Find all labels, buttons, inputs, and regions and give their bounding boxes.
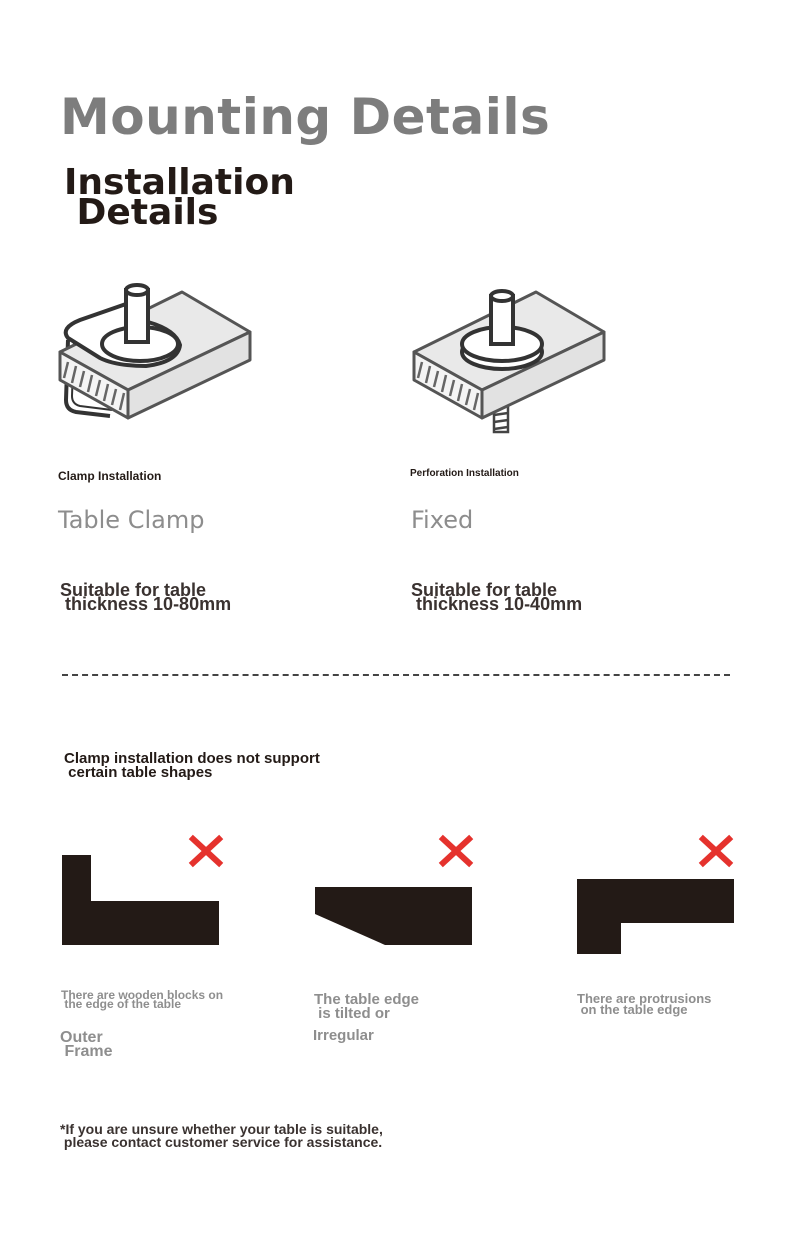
tilted-edge-shape-icon	[315, 887, 473, 945]
shape-label-irregular: Irregular	[313, 1027, 374, 1044]
method-name-clamp: Table Clamp	[58, 506, 205, 534]
red-x-icon	[440, 836, 472, 866]
method-label-clamp: Clamp Installation	[58, 469, 162, 483]
red-x-icon	[700, 836, 732, 866]
shape-caption-protrusion: There are protrusions on the table edge	[577, 991, 712, 1017]
dashed-divider	[62, 674, 730, 676]
method-name-fixed: Fixed	[411, 506, 474, 534]
section-subtitle: Installation Details	[64, 162, 295, 233]
shape-caption-tilted: The table edge is tilted or	[314, 991, 420, 1022]
footnote: *If you are unsure whether your table is suitable, please contact customer service for assistance.	[60, 1121, 383, 1150]
suitability-clamp: Suitable for table thickness 10-80mm	[60, 580, 232, 614]
protrusion-shape-icon	[577, 879, 735, 954]
shape-caption-outer-frame: There are wooden blocks on the edge of the table	[61, 988, 224, 1011]
suitability-fixed: Suitable for table thickness 10-40mm	[411, 580, 583, 614]
method-label-perforation: Perforation Installation	[410, 468, 519, 479]
unsupported-heading: Clamp installation does not support certain table shapes	[64, 750, 320, 781]
outer-frame-shape-icon	[62, 855, 220, 945]
shape-label-outer-frame: Outer Frame	[60, 1029, 113, 1060]
page-title: Mounting Details	[60, 88, 551, 146]
